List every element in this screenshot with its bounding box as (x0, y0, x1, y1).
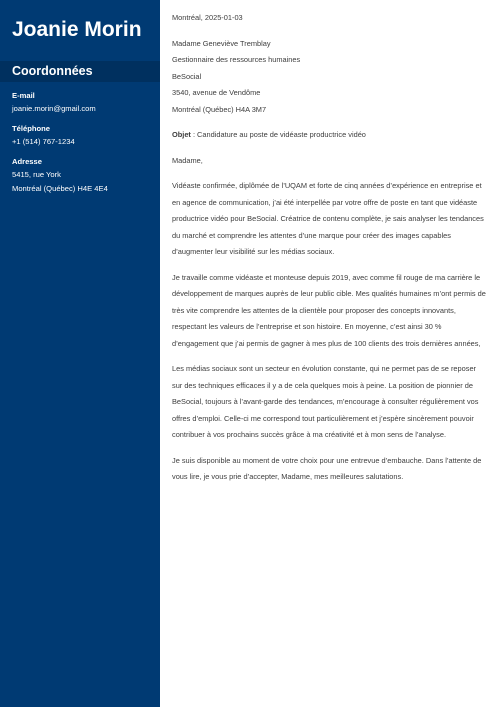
recipient-name: Madame Geneviève Tremblay (172, 38, 271, 48)
email-value: joanie.morin@gmail.com (12, 104, 96, 113)
recipient-street: 3540, avenue de Vendôme (172, 88, 261, 97)
paragraph-1: Vidéaste confirmée, diplômée de l’UQAM et forte de cinq années d’expérience en entreprise et en agence de communication, j’ai été interpellée par votre offre de poste en tant que vidéaste productrice vidéo pour BeSocial. Créatrice de contenu complète, je sais analyser les tendances du marché et comprendre les attentes d’une marque pour créer des images capables d’augmenter leur visibilité sur les médias sociaux. (172, 181, 484, 256)
contact-section-header (0, 61, 160, 82)
email-label: E-mail (12, 91, 35, 100)
paragraph-4: Je suis disponible au moment de votre choix pour une entrevue d’embauche. Dans l’attente de vous lire, je vous prie d’accepter, Madame, mes meilleures salutations. (172, 455, 482, 481)
address-label: Adresse (12, 157, 42, 166)
sidebar (0, 0, 160, 707)
letter-body (172, 10, 488, 486)
address-line-1: 5415, rue York (12, 170, 61, 179)
phone-value: +1 (514) 767-1234 (12, 137, 75, 146)
address-line-2: Montréal (Québec) H4E 4E4 (12, 184, 108, 193)
paragraph-3: Les médias sociaux sont un secteur en évolution constante, qui ne permet pas de se reposer sur des techniques efficaces il y a de cela quelques mois à peine. La position de pionnier de BeSocial, toujours à l’avant-garde des tendances, m’encourage à consulter régulièrement vos offres d’emploi. Celle-ci me correspond tout particulièrement et j’espère sincèrement pouvoir contribuer à vos prochains succès grâce à ma créativité et à mon sens de l’analyse. (172, 364, 479, 439)
paragraph-2: Je travaille comme vidéaste et monteuse depuis 2019, avec comme fil rouge de ma carrière le développement de marques auprès de leur public cible. Mes qualités humaines m’ont permis de très vite comprendre les attentes de la clientèle pour proposer des concepts innovants, respectant les valeurs de l’entreprise et son histoire. En moyenne, c’est ainsi 30 % d’engagement que j’ai permis de gagner à mes plus de 100 clients des trois dernières années, (172, 272, 486, 348)
phone-label: Téléphone (12, 124, 50, 133)
subject-text: : Candidature au poste de vidéaste productrice vidéo (190, 130, 366, 139)
subject-line (172, 127, 488, 144)
recipient-company: BeSocial (172, 71, 202, 81)
recipient-city: Montréal (Québec) H4A 3M7 (172, 104, 267, 114)
place-date: Montréal, 2025-01-03 (172, 13, 243, 22)
applicant-name: Joanie Morin (12, 18, 142, 41)
contact-section-title: Coordonnées (12, 64, 93, 78)
salutation: Madame, (172, 155, 203, 165)
subject-label: Objet (172, 130, 191, 139)
recipient-title: Gestionnaire des ressources humaines (172, 55, 301, 64)
